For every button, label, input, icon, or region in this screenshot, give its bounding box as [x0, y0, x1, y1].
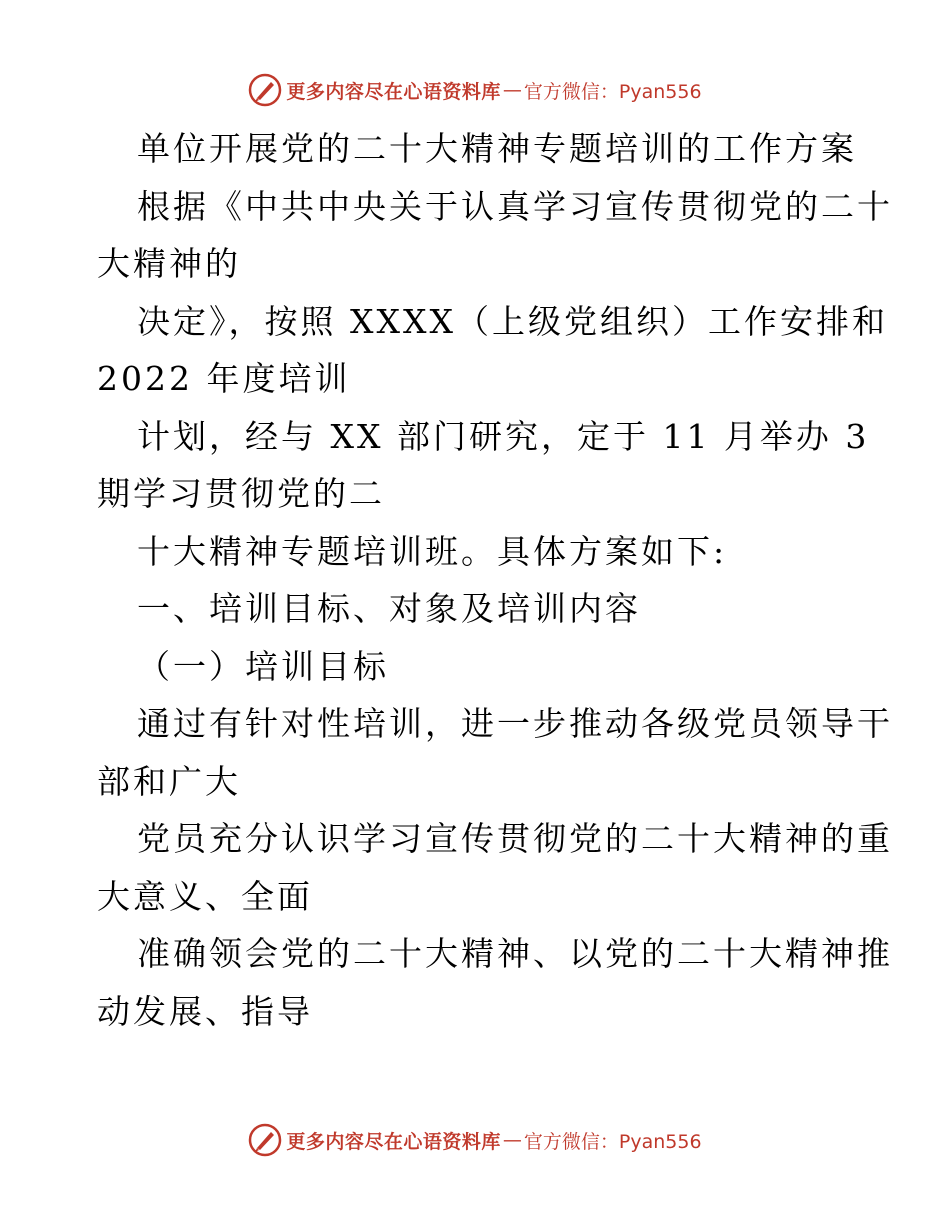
header-watermark — [0, 70, 950, 110]
paragraph-line: 计划，经与 XX 部门研究，定于 11 月举办 3 — [137, 416, 870, 456]
watermark-site-text: 更多内容尽在心语资料库 — [286, 80, 501, 103]
watermark-dash: — — [502, 1129, 522, 1151]
paragraph-line: 动发展、指导 — [97, 991, 313, 1031]
document-body — [97, 120, 893, 1040]
footer-watermark — [0, 1120, 950, 1160]
paragraph-line: 部和广大 — [97, 761, 241, 801]
paragraph-line: 通过有针对性培训，进一步推动各级党员领导干 — [137, 704, 893, 743]
subsection-heading: （一）培训目标 — [137, 646, 389, 686]
watermark-dash: — — [502, 79, 522, 101]
paragraph-line: 期学习贯彻党的二 — [97, 474, 385, 513]
watermark-wechat-text: 官方微信：Pyan556 — [523, 1130, 702, 1153]
quill-pen-logo-icon — [248, 73, 282, 107]
paragraph-line: 决定》，按照 XXXX（上级党组织）工作安排和 — [137, 301, 888, 341]
paragraph-line: 十大精神专题培训班。具体方案如下: — [137, 531, 728, 571]
paragraph-line: 准确领会党的二十大精神、以党的二十大精神推 — [137, 934, 893, 973]
quill-pen-logo-icon — [248, 1123, 282, 1157]
paragraph-line: 党员充分认识学习宣传贯彻党的二十大精神的重 — [137, 819, 893, 858]
watermark-site-text: 更多内容尽在心语资料库 — [286, 1130, 501, 1153]
paragraph-line: 根据《中共中央关于认真学习宣传贯彻党的二十 — [137, 186, 893, 226]
paragraph-line: 大精神的 — [97, 244, 241, 283]
paragraph-line: 2022 年度培训 — [97, 359, 351, 398]
watermark-wechat-text: 官方微信：Pyan556 — [523, 80, 702, 103]
document-title-line: 单位开展党的二十大精神专题培训的工作方案 — [137, 129, 857, 168]
paragraph-line: 大意义、全面 — [97, 876, 313, 916]
section-heading: 一、培训目标、对象及培训内容 — [137, 589, 641, 628]
